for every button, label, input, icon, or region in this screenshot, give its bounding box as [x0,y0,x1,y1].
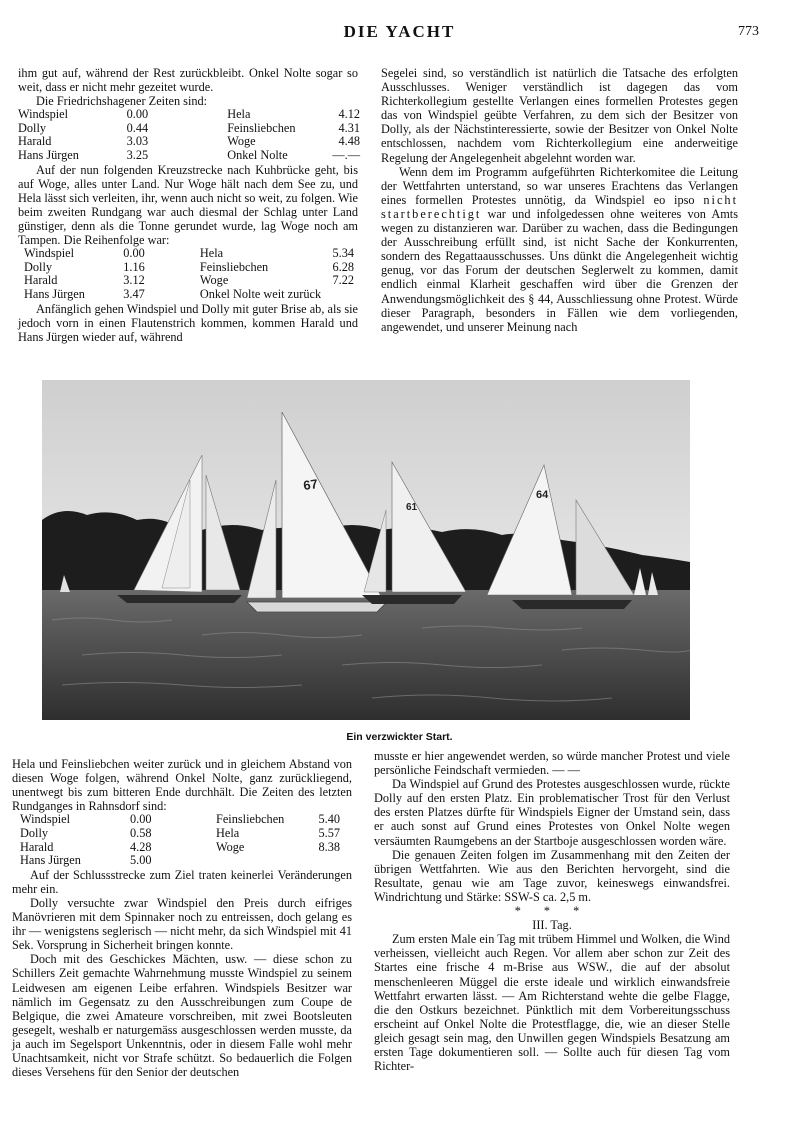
table-cell: Feinsliebchen [227,120,296,135]
table-cell: 3.25 [126,148,149,163]
table-cell: 5.57 [318,825,340,840]
paragraph: Die Friedrichshagener Zeiten sind: [36,94,208,109]
times-table-body [24,247,354,301]
left-column-top [18,66,358,344]
paragraph: Dolly versuchte zwar Windspiel den Preis durch eifriges Manövrieren mit dem Spinnaker noch zu entreissen, doch gelang es ihr — wenigstens seglerisch — nicht mehr, da sich Windspiel mit 41 Sek. Vorsprung in Sicherheit bringen konnte. [12,895,352,953]
photo-caption: Ein verzwickter Start. [346,731,453,743]
paragraph: Zum ersten Male ein Tag mit trübem Himmel und Wolken, die Wind verheissen, vielleicht auch Regen. Vor allem aber schon zur Zeit des Startes eine frische 4 m-Brise aus WSW., die auf der absolut menschenleeren Müggel die erste ideale und wirklich einwandsfreie Wettfahrt erwarten lässt. — Am Richterstand wehte die gelbe Flagge, die den Ostkurs bezeichnet. Pünktlich mit dem Vorbereitungsschuss erscheint auf Onkel Nolte die Protestflagge, die, wie an dieser Stelle gleich gesagt sein mag, den Unwillen gegen Windspiels Besatzung am ersten Tage dokumentieren soll. — Sollte auch für diesen Tag vom Richter- [374,932,730,1074]
times-table-body [20,813,340,867]
paragraph: Auf der nun folgenden Kreuzstrecke nach Kuhbrücke geht, bis auf Woge, alles unter Land. Nur Woge hält nach dem See zu, und Hela lässt sich verleiten, ihr, wenn auch nicht so weit, zu folgen. Wie beim zweiten Rundgang war auch diesmal der Schlag unter Land günstiger, denn als die Tonne gerundet wurde, lag Woge noch am Tampen. Die Reihenfolge war: [18,162,358,248]
paragraph: musste er hier angewendet werden, so würde mancher Protest und viele persönliche Feindschaft vermieden. — — [374,749,730,778]
table-cell: 3.12 [123,273,145,288]
sailboat-hull [512,600,632,609]
table-cell: 4.48 [338,134,360,149]
table-cell: 3.47 [123,287,145,301]
sailboat-hull [362,595,462,604]
running-head-title: DIE YACHT [343,22,456,41]
paragraph: Segelei sind, so verständlich ist natürlich die Tatsache des erfolgten Ausschlusses. Weniger verständlich ist dagegen das vom Richterkollegium gestellte Verlangen eines formellen Protestes gegen das von Windspiel geübte Verfahren, zu dem sich der Besitzer von Dolly, als der Nächstinteressierte, sowie der Besitzer von Onkel Nolte entschlossen, nachdem vom Richterkollegium eine anderweitige Regelung der Angelegenheit abgelehnt worden war. [381,66,738,165]
paragraph [381,165,738,334]
table-cell: Harald [24,273,58,288]
table-cell: Onkel Nolte [227,148,288,163]
table-cell: 0.44 [126,120,149,135]
paragraph: Hela und Feinsliebchen weiter zurück und in gleichem Abstand von diesen Woge folgen, während Onkel Nolte, ganz zurückliegend, unentwegt bis zum bitteren Ende durchhält. Die Zeiten des letzten Rundganges in Rahnsdorf sind: [12,757,352,814]
table-row [18,122,360,136]
table-cell: Woge [199,273,229,288]
table-cell: Harald [20,839,54,854]
table-cell: Feinsliebchen [199,259,269,274]
section-heading: III. Tag. [532,918,572,933]
table-cell: —.— [332,148,360,163]
table-row [20,841,340,855]
table-row [24,274,354,288]
table-cell: Feinsliebchen [216,812,285,827]
sailboat-hull [117,595,242,603]
table-cell: Dolly [24,259,53,274]
sailboats-illustration [42,380,690,720]
table-row [18,108,360,122]
table-cell: 5.00 [130,853,152,868]
times-table-rahnsdorf [20,813,340,867]
table-cell: 4.12 [338,107,360,122]
sailboat-hull [247,602,387,612]
emphasized-text: nicht startberechtigt [381,192,738,221]
table-cell [321,288,354,302]
table-cell: Harald [18,134,52,149]
paragraph: Anfänglich gehen Windspiel und Dolly mit guter Brise ab, als sie jedoch vorn in einen Flautenstrich kommen, kommen Harald und Hans Jürgen wieder auf, während [18,301,358,344]
table-cell: Hela [216,825,240,840]
paragraph: Doch mit des Geschickes Mächten, usw. — diese schon zu Schillers Zeit gemachte Wahrnehmung musste Windspiel zu seinem Leidwesen am eigenen Leibe erfahren. Windspiels Besitzer war nämlich im Gegensatz zu den Ausschreibungen zum Coupe de Belgique, die zwei Amateure vorschreiben, mit zwei Bootsleuten gesegelt, weshalb er naturgemäss ausgeschlossen werden musste, da ja auch im Segelsport Unkenntnis, oder in diesem Falle wohl mehr Unachtsamkeit, nicht vor Strafe schützt. So bedauerlich die Folgen dieses Versehens für den Senior der deutschen [12,952,352,1080]
paragraph: Auf der Schlussstrecke zum Ziel traten keinerlei Veränderungen mehr ein. [12,867,352,896]
paragraph: ihm gut auf, während der Rest zurückbleibt. Onkel Nolte sogar so weit, dass er nicht mehr gezeitet wurde. [18,66,358,95]
table-cell: 3.03 [126,134,149,149]
table-cell: 4.28 [130,839,152,854]
table-row [20,827,340,841]
page-number: 773 [738,24,759,39]
sail-number: 67 [302,476,319,493]
table-cell [302,854,340,868]
times-table-body [18,108,360,162]
right-column-bottom [374,749,730,1073]
table-cell: 0.00 [126,107,149,122]
table-cell: 0.00 [130,812,152,827]
table-cell: Hans Jürgen [18,148,79,163]
table-cell: Windspiel [20,812,71,827]
table-cell: 4.31 [338,120,360,135]
table-cell: Woge [227,134,256,149]
table-row [24,261,354,275]
table-cell: 8.38 [318,839,340,854]
table-cell: 5.34 [332,246,354,261]
table-cell: 6.28 [332,259,354,274]
table-cell: Hela [227,107,251,122]
sail-number: 61 [406,502,418,513]
text-run: Wenn dem im Programm aufgeführten Richterkomitee die Leitung der Wettfahrten unterstand, so war unseres Erachtens das Verlangen eines formellen Protestes unnötig, da Windspiel eo ipso [381,164,738,207]
left-column-bottom [12,757,352,1079]
table-row [24,288,354,302]
times-table-friedrichshagen [18,108,360,162]
regatta-photo [42,380,690,720]
text-run: war und infolgedessen ohne weiteres von Amts wegen zu distanzieren war. Darüber zu wachen, dass die Bedingungen der Ausschreibung erfüllt sind, ist nicht Sache der Konkurrenten, sondern des Regattaausschusses. Uns dünkt die Angelegenheit wichtig genug, vor das Forum der deutschen Seglerwelt zu kommen, damit endlich einmal Klarheit geschaffen wird über die Grenzen der Anwendungsmöglichkeit des § 44, Ausschliessung ohne Protest. Würde dieser Paragraph, besonders in Fällen wie dem vorliegenden, angewendet, und unserer Meinung nach [381,206,738,334]
table-cell: 0.00 [123,246,145,261]
table-cell: Dolly [20,825,49,840]
table-cell: Hans Jürgen [24,287,85,301]
table-cell: Hans Jürgen [20,853,81,868]
section-divider: * * * [514,904,590,919]
table-cell: 7.22 [332,273,354,288]
table-row [24,247,354,261]
table-cell: Hela [199,246,224,261]
table-cell: Windspiel [24,246,75,261]
table-row [20,854,340,868]
table-cell: Dolly [18,120,47,135]
paragraph: Die genauen Zeiten folgen im Zusammenhang mit den Zeiten der übrigen Wettfahrten. Wie aus den Berichten hervorgeht, sind die Resultate, genau wie am Tage zuvor, keineswegs einwandsfrei. Windrichtung und Stärke: SSW-S ca. 2,5 m. [374,847,730,904]
table-cell: 1.16 [123,259,145,274]
times-table-order [24,247,354,301]
table-cell: Onkel Nolte weit zurück [199,287,322,301]
table-cell: 5.40 [318,812,340,827]
sail-number: 64 [536,489,549,501]
table-cell: 0.58 [130,825,152,840]
right-column-top [381,66,738,334]
table-row [20,813,340,827]
table-cell [216,854,302,868]
table-cell: Windspiel [18,107,69,122]
table-cell: Woge [216,839,245,854]
table-row [18,149,360,163]
table-row [18,135,360,149]
paragraph: Da Windspiel auf Grund des Protestes ausgeschlossen wurde, rückte Dolly auf den ersten Platz. Ein problematischer Trost für den Verlust des ersten Platzes dürfte für Windspiels Eigner der Umstand sein, dass er auch sonst auf Grund eines Protestes von Onkel Nolte wegen versäumten Raumgebens an der Startboje ausgeschlossen worden wäre. [374,777,730,848]
